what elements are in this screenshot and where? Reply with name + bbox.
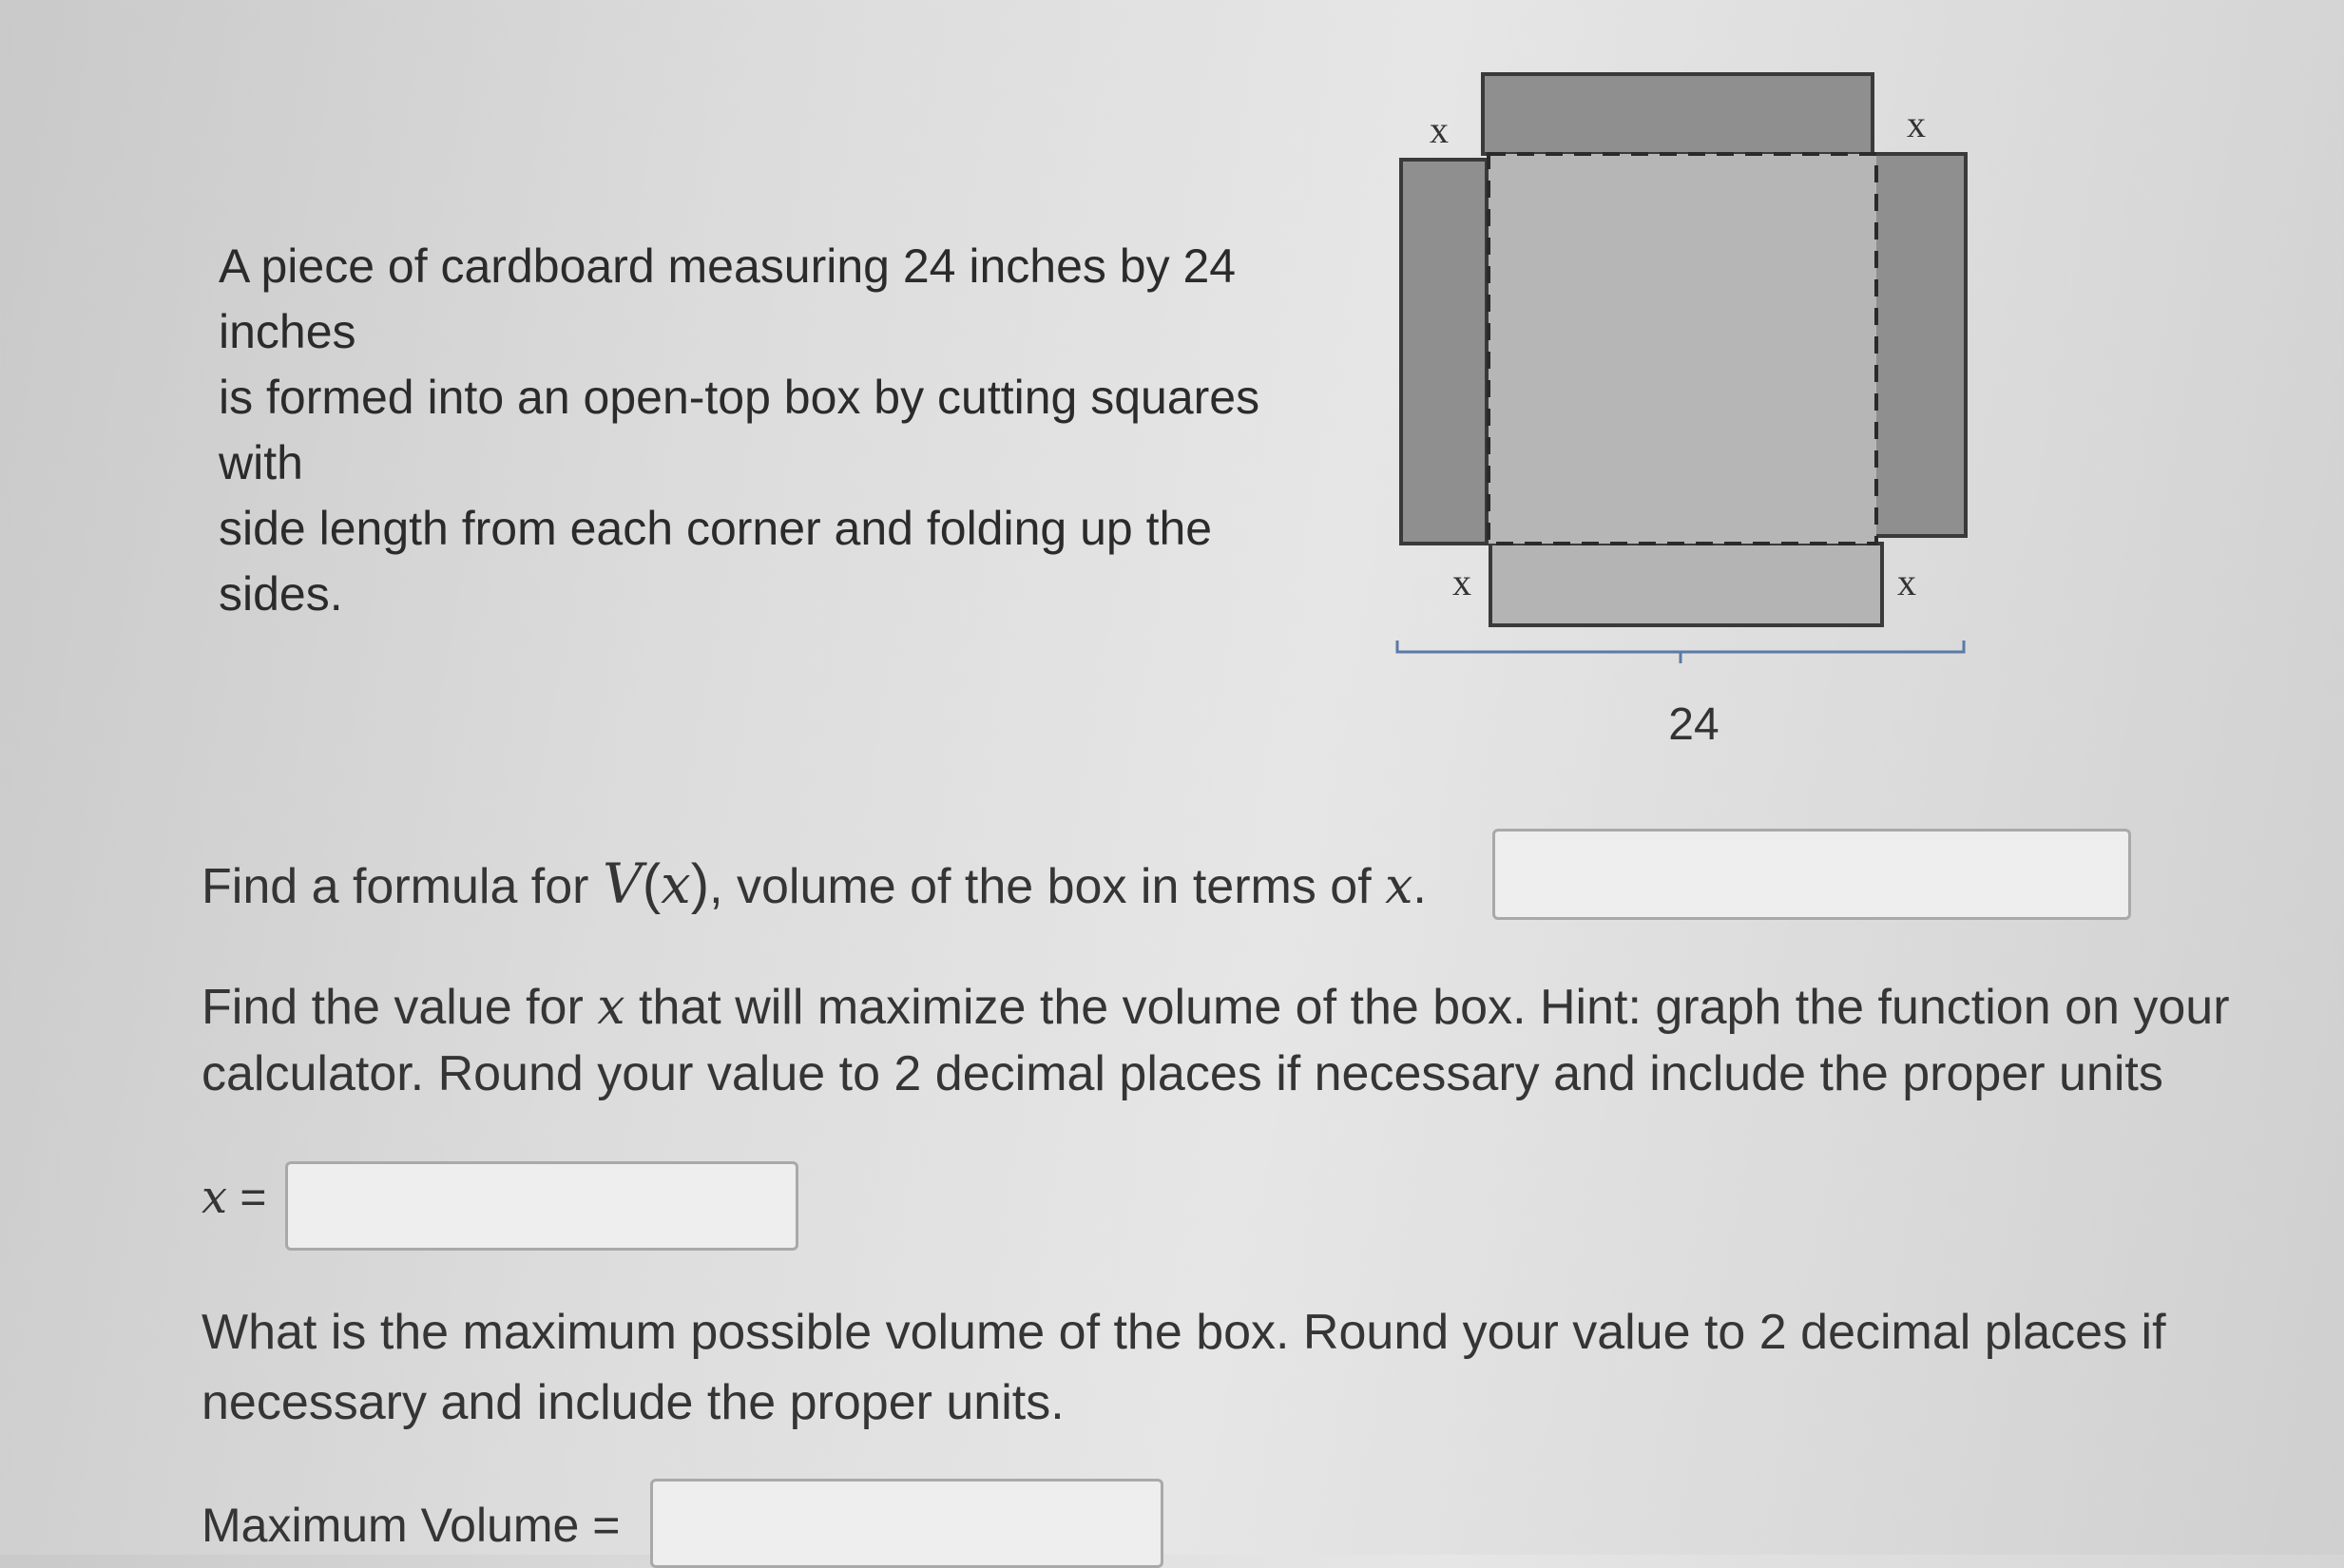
question-formula [202,851,1427,916]
bottom-flap [1490,544,1882,625]
question-max-volume-line-2: necessary and include the proper units. [202,1375,1065,1430]
question-max-volume-line-1: What is the maximum possible volume of the box. Round your value to 2 decimal places if [202,1305,2166,1360]
problem-line: with [219,436,303,489]
max-volume-input[interactable] [653,1482,1161,1565]
volume-formula-field-box [1492,829,2131,920]
box-base [1489,154,1876,544]
left-flap [1401,160,1487,544]
dimension-bracket [1397,641,1964,663]
right-flap [1874,154,1966,536]
math-function: V [602,851,643,916]
problem-line: inches [219,305,356,358]
math-variable: x [1385,858,1413,915]
cardboard-diagram [1388,67,1977,789]
question-text: , volume of the box in terms of [709,859,1386,914]
question-text: that will maximize the volume of the box. Hint: graph the function on your [624,980,2230,1035]
question-text: Find a formula for [202,859,603,914]
dimension-label: 24 [1668,699,1720,750]
corner-label-top-right: x [1907,103,1926,145]
problem-line: side length from each corner and folding up the [219,502,1213,555]
corner-label-bottom-left: x [1452,561,1471,603]
equals-sign: = [227,1173,267,1223]
corner-label-top-left: x [1430,108,1449,151]
math-paren: ( [642,853,662,915]
x-value-input[interactable] [288,1164,796,1248]
top-flap [1483,74,1873,154]
problem-statement [219,234,1321,627]
question-text: . [1412,859,1427,914]
corner-label-bottom-right: x [1897,561,1916,603]
question-text: Find the value for [202,980,598,1035]
math-variable: x [202,1171,228,1224]
x-value-field-box [285,1161,798,1251]
problem-line: is formed into an open-top box by cutting squares [219,371,1260,424]
problem-line: sides. [219,567,343,621]
math-paren: ) [690,853,710,915]
question-maximize-line-2: calculator. Round your value to 2 decimal places if necessary and include the proper units [202,1046,2163,1101]
x-answer-label [202,1171,266,1224]
question-maximize-line-1 [202,979,2230,1036]
max-volume-label: Maximum Volume = [202,1499,621,1552]
volume-formula-input[interactable] [1495,832,2128,917]
math-variable: x [597,979,625,1036]
math-variable: x [661,854,691,916]
problem-line: A piece of cardboard measuring 24 inches by 24 [219,239,1237,293]
